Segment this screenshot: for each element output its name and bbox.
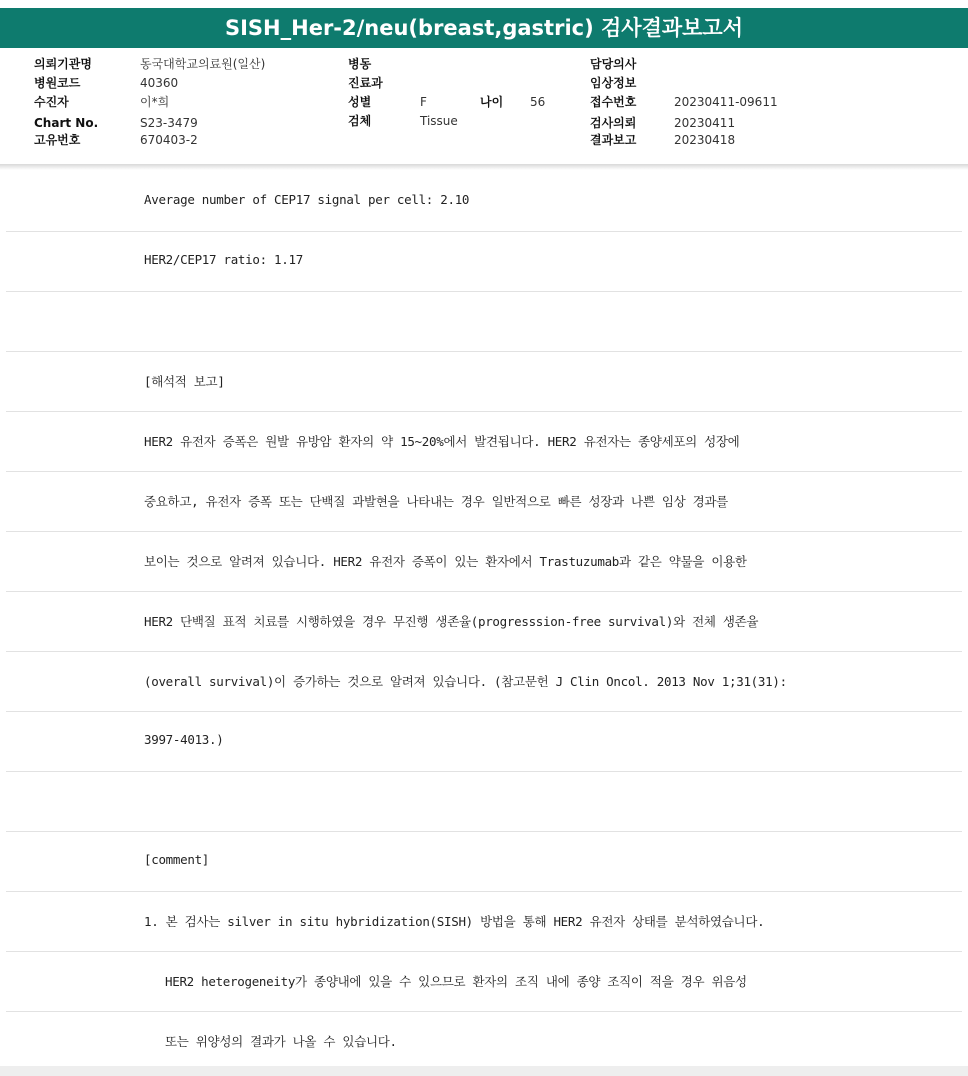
report-line (6, 772, 962, 832)
report-line (6, 172, 962, 232)
label-ward: 병동 (348, 57, 372, 71)
label-hospital-code: 병원코드 (34, 76, 81, 90)
report-line-text: HER2 heterogeneity가 종양내에 있을 수 있으므로 환자의 조직 내에 종양 조직이 적을 경우 위음성 (165, 974, 747, 989)
report-line (6, 652, 962, 712)
report-line-text: 중요하고, 유전자 증폭 또는 단백질 과발현을 나타내는 경우 일반적으로 빠른 성장과 나쁜 임상 경과를 (144, 494, 728, 509)
label-test-request-date: 검사의뢰 (590, 116, 637, 130)
report-line-text: HER2 유전자 증폭은 원발 유방암 환자의 약 15~20%에서 발견됩니다. HER2 유전자는 종양세포의 성장에 (144, 434, 740, 449)
report-line-text: [해석적 보고] (144, 374, 225, 389)
label-sex: 성별 (348, 95, 372, 109)
report-line-text: Average number of CEP17 signal per cell: 2.10 (144, 192, 470, 207)
label-chart-no: Chart No. (34, 116, 99, 130)
value-sex: F (420, 95, 427, 109)
patient-info-panel (0, 48, 968, 165)
report-line (6, 952, 962, 1012)
report-line-text: 보이는 것으로 알려져 있습니다. HER2 유전자 증폭이 있는 환자에서 Trastuzumab과 같은 약물을 이용한 (144, 554, 747, 569)
label-specimen: 검체 (348, 114, 372, 128)
report-line-text: HER2 단백질 표적 치료를 시행하였을 경우 무진행 생존율(progresssion-free survival)와 전체 생존율 (144, 614, 759, 629)
report-line (6, 892, 962, 952)
report-line (6, 352, 962, 412)
report-line-text: 1. 본 검사는 silver in situ hybridization(SISH) 방법을 통해 HER2 유전자 상태를 분석하였습니다. (144, 914, 765, 929)
label-age: 나이 (480, 95, 504, 109)
label-result-report-date: 결과보고 (590, 133, 637, 147)
label-attending-physician: 담당의사 (590, 57, 637, 71)
value-hospital-code: 40360 (140, 76, 179, 90)
report-line (6, 532, 962, 592)
label-clinical-info: 임상정보 (590, 76, 637, 90)
label-department: 진료과 (348, 76, 383, 90)
info-panel-divider (0, 164, 968, 170)
value-chart-no: S23-3479 (140, 116, 198, 130)
label-patient-name: 수진자 (34, 95, 69, 109)
report-line (6, 1012, 962, 1071)
report-line (6, 292, 962, 352)
report-body (6, 172, 962, 1071)
value-result-report-date: 20230418 (674, 133, 736, 147)
value-requesting-institution: 동국대학교의료원(일산) (140, 57, 266, 71)
report-title: SISH_Her-2/neu(breast,gastric) 검사결과보고서 (0, 8, 968, 48)
report-line (6, 412, 962, 472)
label-accession-number: 접수번호 (590, 95, 637, 109)
value-unique-number: 670403-2 (140, 133, 198, 147)
report-line-text: 또는 위양성의 결과가 나올 수 있습니다. (165, 1034, 397, 1049)
report-line (6, 472, 962, 532)
report-line (6, 592, 962, 652)
label-requesting-institution: 의뢰기관명 (34, 57, 92, 71)
value-patient-name: 이*희 (140, 95, 170, 109)
value-accession-number: 20230411-09611 (674, 95, 778, 109)
value-age: 56 (530, 95, 546, 109)
label-unique-number: 고유번호 (34, 133, 81, 147)
page-bottom-strip (0, 1066, 968, 1076)
report-line (6, 232, 962, 292)
report-line (6, 712, 962, 772)
value-test-request-date: 20230411 (674, 116, 736, 130)
report-line-text: HER2/CEP17 ratio: 1.17 (144, 252, 303, 267)
value-specimen: Tissue (420, 114, 458, 128)
report-line-text: (overall survival)이 증가하는 것으로 알려져 있습니다. (참고문헌 J Clin Oncol. 2013 Nov 1;31(31): (144, 674, 787, 689)
report-line-text: 3997-4013.) (144, 732, 224, 747)
report-line-text: [comment] (144, 852, 210, 867)
report-line (6, 832, 962, 892)
